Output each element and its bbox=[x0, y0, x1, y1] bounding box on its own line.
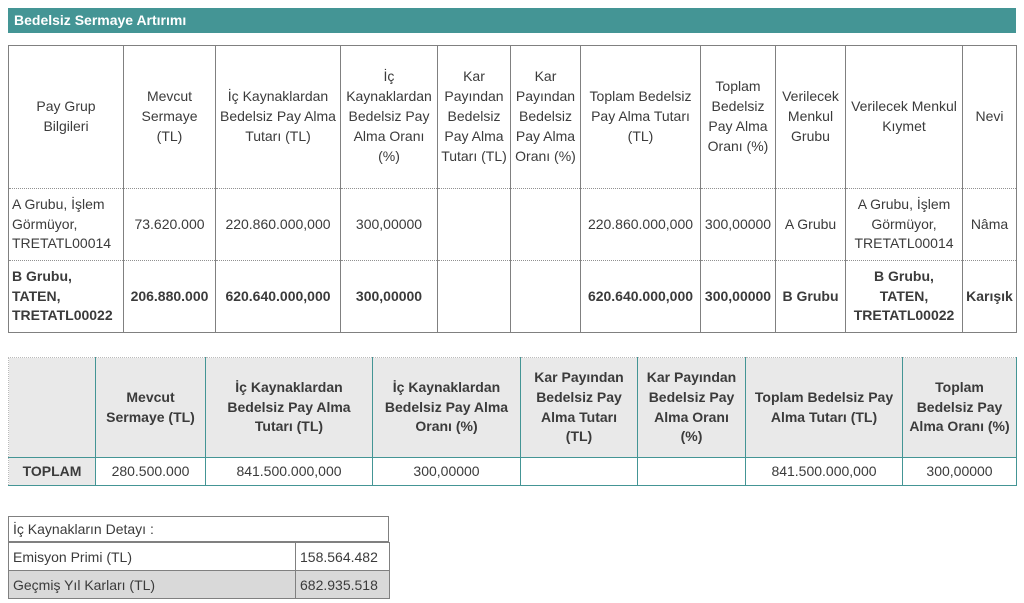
cell-menkul-kiymet: B Grubu, TATEN, TRETATL00022 bbox=[846, 261, 963, 333]
totals-header-kar-payi-oran: Kar Payından Bedelsiz Pay Alma Oranı (%) bbox=[638, 358, 746, 458]
detail-table bbox=[8, 542, 390, 599]
cell-pay-grup: B Grubu, TATEN, TRETATL00022 bbox=[9, 261, 124, 333]
section-title-bar bbox=[8, 8, 1016, 33]
header-toplam-oran: Toplam Bedelsiz Pay Alma Oranı (%) bbox=[701, 46, 776, 189]
header-toplam-tutar: Toplam Bedelsiz Pay Alma Tutarı (TL) bbox=[581, 46, 701, 189]
header-menkul-kiymet: Verilecek Menkul Kıymet bbox=[846, 46, 963, 189]
header-nevi: Nevi bbox=[963, 46, 1017, 189]
totals-header-empty bbox=[9, 358, 96, 458]
detail-row-emisyon bbox=[9, 543, 390, 571]
cell-toplam-tutar: 220.860.000,000 bbox=[581, 189, 701, 261]
cell-toplam-tutar: 620.640.000,000 bbox=[581, 261, 701, 333]
cell-toplam-oran: 300,00000 bbox=[701, 189, 776, 261]
cell-nevi: Karışık bbox=[963, 261, 1017, 333]
totals-mevcut-sermaye: 280.500.000 bbox=[96, 458, 206, 486]
section-title: Bedelsiz Sermaye Artırımı bbox=[14, 12, 187, 28]
capital-increase-table bbox=[8, 45, 1017, 333]
cell-ic-kaynak-oran: 300,00000 bbox=[341, 261, 438, 333]
totals-toplam-tutar: 841.500.000,000 bbox=[746, 458, 903, 486]
cell-menkul-grubu: B Grubu bbox=[776, 261, 846, 333]
cell-kar-payi-oran bbox=[511, 261, 581, 333]
header-kar-payi-tutar: Kar Payından Bedelsiz Pay Alma Tutarı (TL) bbox=[438, 46, 511, 189]
cell-ic-kaynak-tutar: 220.860.000,000 bbox=[216, 189, 341, 261]
detail-value-gecmis-yil: 682.935.518 bbox=[296, 571, 390, 599]
totals-toplam-oran: 300,00000 bbox=[903, 458, 1017, 486]
header-ic-kaynak-oran: İç Kaynaklardan Bedelsiz Pay Alma Oranı (%) bbox=[341, 46, 438, 189]
internal-sources-detail bbox=[8, 516, 389, 599]
header-ic-kaynak-tutar: İç Kaynaklardan Bedelsiz Pay Alma Tutarı (TL) bbox=[216, 46, 341, 189]
detail-label-gecmis-yil: Geçmiş Yıl Karları (TL) bbox=[9, 571, 296, 599]
cell-toplam-oran: 300,00000 bbox=[701, 261, 776, 333]
cell-ic-kaynak-oran: 300,00000 bbox=[341, 189, 438, 261]
totals-header-kar-payi-tutar: Kar Payından Bedelsiz Pay Alma Tutarı (TL) bbox=[521, 358, 638, 458]
totals-header-row bbox=[9, 358, 1017, 458]
cell-ic-kaynak-tutar: 620.640.000,000 bbox=[216, 261, 341, 333]
detail-row-gecmis-yil bbox=[9, 571, 390, 599]
totals-header-toplam-oran: Toplam Bedelsiz Pay Alma Oranı (%) bbox=[903, 358, 1017, 458]
totals-table bbox=[8, 357, 1017, 486]
header-menkul-grubu: Verilecek Menkul Grubu bbox=[776, 46, 846, 189]
header-mevcut-sermaye: Mevcut Sermaye (TL) bbox=[124, 46, 216, 189]
totals-header-ic-kaynak-tutar: İç Kaynaklardan Bedelsiz Pay Alma Tutarı (TL) bbox=[206, 358, 373, 458]
cell-nevi: Nâma bbox=[963, 189, 1017, 261]
table-header-row bbox=[9, 46, 1017, 189]
header-pay-grup: Pay Grup Bilgileri bbox=[9, 46, 124, 189]
cell-kar-payi-tutar bbox=[438, 189, 511, 261]
totals-kar-payi-oran bbox=[638, 458, 746, 486]
totals-kar-payi-tutar bbox=[521, 458, 638, 486]
cell-kar-payi-tutar bbox=[438, 261, 511, 333]
header-kar-payi-oran: Kar Payından Bedelsiz Pay Alma Oranı (%) bbox=[511, 46, 581, 189]
cell-mevcut-sermaye: 73.620.000 bbox=[124, 189, 216, 261]
totals-header-toplam-tutar: Toplam Bedelsiz Pay Alma Tutarı (TL) bbox=[746, 358, 903, 458]
detail-value-emisyon: 158.564.482 bbox=[296, 543, 390, 571]
totals-row bbox=[9, 458, 1017, 486]
cell-kar-payi-oran bbox=[511, 189, 581, 261]
cell-mevcut-sermaye: 206.880.000 bbox=[124, 261, 216, 333]
detail-title: İç Kaynakların Detayı : bbox=[8, 516, 389, 542]
cell-menkul-kiymet: A Grubu, İşlem Görmüyor, TRETATL00014 bbox=[846, 189, 963, 261]
totals-row-label: TOPLAM bbox=[9, 458, 96, 486]
table-row-b-grubu bbox=[9, 261, 1017, 333]
totals-header-ic-kaynak-oran: İç Kaynaklardan Bedelsiz Pay Alma Oranı (%) bbox=[373, 358, 521, 458]
cell-menkul-grubu: A Grubu bbox=[776, 189, 846, 261]
table-row-a-grubu bbox=[9, 189, 1017, 261]
cell-pay-grup: A Grubu, İşlem Görmüyor, TRETATL00014 bbox=[9, 189, 124, 261]
totals-ic-kaynak-oran: 300,00000 bbox=[373, 458, 521, 486]
totals-ic-kaynak-tutar: 841.500.000,000 bbox=[206, 458, 373, 486]
totals-header-mevcut-sermaye: Mevcut Sermaye (TL) bbox=[96, 358, 206, 458]
detail-label-emisyon: Emisyon Primi (TL) bbox=[9, 543, 296, 571]
